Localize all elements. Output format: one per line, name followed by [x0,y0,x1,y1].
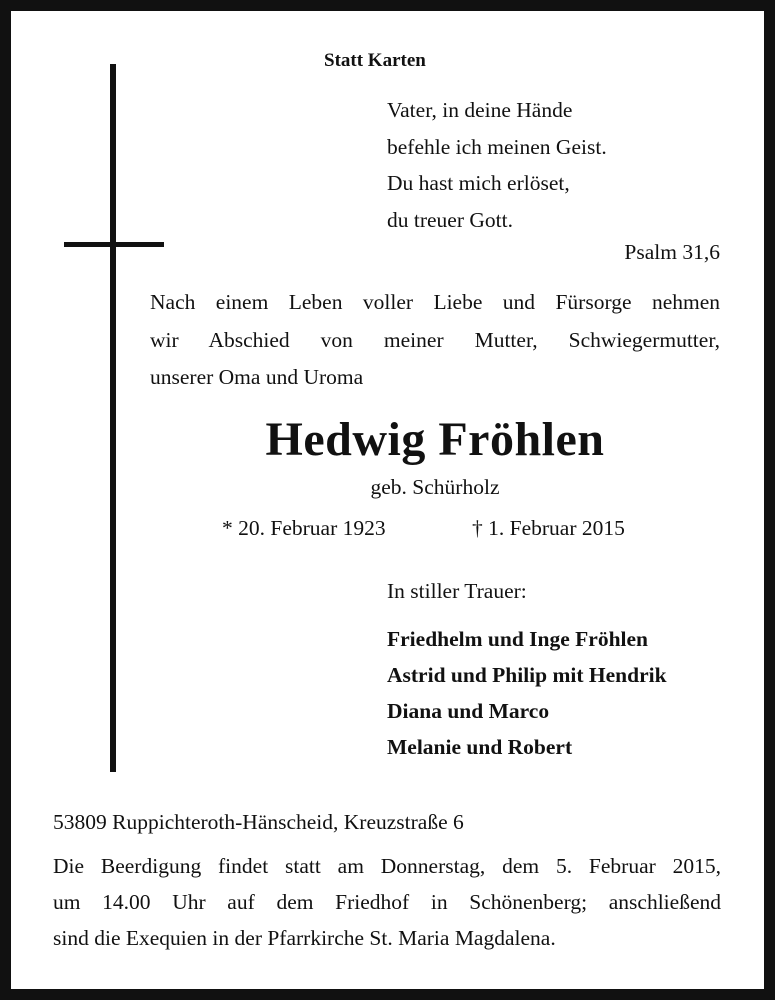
death-date: † 1. Februar 2015 [472,516,625,540]
verse-line: Vater, in deine Hände [387,98,573,122]
birth-date: * 20. Februar 1923 [222,516,386,540]
verse-source: Psalm 31,6 [624,240,720,264]
funeral-line: um 14.00 Uhr auf dem Friedhof in Schönenberg; anschließend [53,890,721,914]
funeral-line: sind die Exequien in der Pfarrkirche St. Maria Magdalena. [53,926,556,950]
mourners-list [387,621,667,765]
mourners-heading: In stiller Trauer: [387,579,527,603]
bible-verse [387,92,607,238]
cross-icon-vertical [110,64,116,772]
intro-text [150,284,720,397]
mourner-name: Friedhelm und Inge Fröhlen [387,627,649,651]
mourner-name: Diana und Marco [387,699,550,723]
intro-line: Nach einem Leben voller Liebe und Fürsorge nehmen [150,290,720,314]
deceased-name: Hedwig Fröhlen [265,413,605,466]
mourner-name: Astrid und Philip mit Hendrik [387,663,667,687]
verse-line: Du hast mich erlöset, [387,171,570,195]
funeral-line: Die Beerdigung findet statt am Donnerstag, dem 5. Februar 2015, [53,854,721,878]
cross-icon-horizontal [64,242,164,247]
verse-line: du treuer Gott. [387,207,513,232]
maiden-name: geb. Schürholz [370,475,500,499]
intro-line: unserer Oma und Uroma [150,365,364,389]
intro-line: wir Abschied von meiner Mutter, Schwiegermutter, [150,327,720,352]
mourner-name: Melanie und Robert [387,735,573,759]
statt-karten-heading: Statt Karten [324,50,426,71]
verse-line: befehle ich meinen Geist. [387,134,607,159]
family-address: 53809 Ruppichteroth-Hänscheid, Kreuzstraße 6 [53,810,464,834]
funeral-details [53,848,721,956]
